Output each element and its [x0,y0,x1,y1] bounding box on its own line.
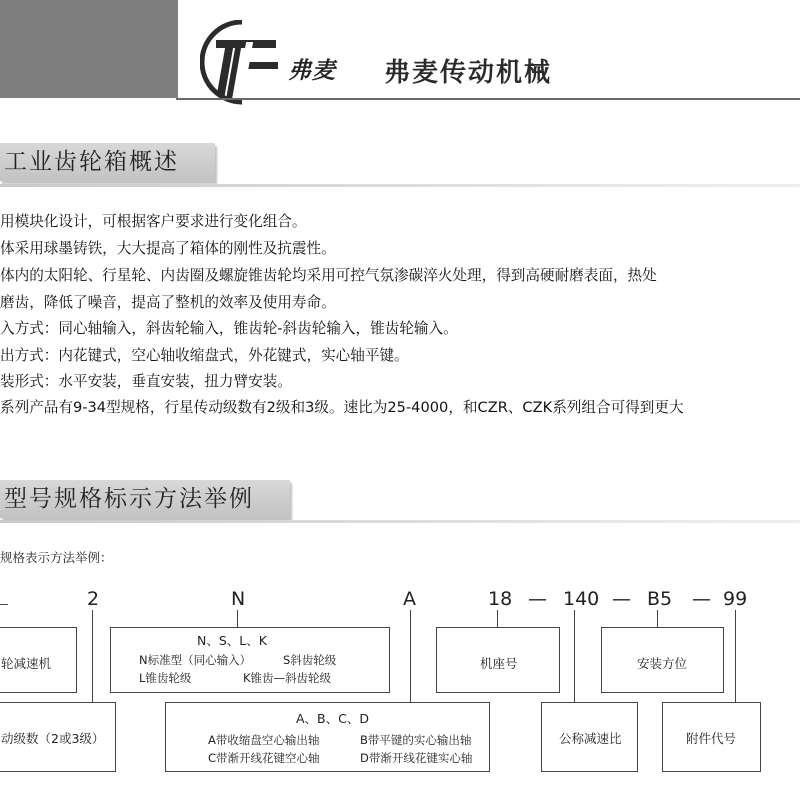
box-stages [0,702,116,772]
code-input: N [231,588,246,610]
overview-line: 入方式：同心轴输入，斜齿轮输入，锥齿轮-斜齿轮输入，锥齿轮输入。 [0,320,458,337]
input-type-l: L锥齿轮级 [139,671,192,685]
overview-line: 体采用球墨铸铁，大大提高了箱体的刚性及抗震性。 [0,240,336,257]
connector-line [497,610,498,628]
header-gray-panel [0,0,178,98]
box-mount-label: 安装方位 [637,656,688,671]
overview-line: 装形式：水平安装，垂直安装，扭力臂安装。 [0,373,292,390]
section-title-model-spec: 型号规格标示方法举例 [0,480,290,518]
input-type-s: S斜齿轮级 [283,653,337,667]
box-frame [436,627,560,693]
code-accessory: 99 [723,588,748,610]
code-frame: 18 [488,588,513,610]
header-rule [176,98,800,100]
connector-line [237,610,238,628]
box-ratio-label: 公称减速比 [559,731,622,746]
output-type-title: A、B、C、D [296,711,369,726]
overview-line: 出方式：内花键式，空心轴收缩盘式，外花键式，实心轴平键。 [0,347,409,364]
code-mount: B5 [647,588,673,610]
input-type-n: N标准型（同心输入） [139,653,252,667]
connector-line [574,610,575,702]
overview-line: 用模块化设计，可根据客户要求进行变化组合。 [0,213,307,230]
output-type-a: A带收缩盘空心输出轴 [208,733,320,747]
brand-full-name: 弗麦传动机械 [384,58,553,88]
input-type-title: N、S、L、K [197,633,267,648]
box-accessory-label: 附件代号 [686,731,737,746]
connector-line [657,610,658,628]
box-output-type [165,702,490,772]
box-input-type [110,627,390,693]
code-level: 2 [87,588,100,610]
box-ratio [541,702,638,772]
overview-line: 体内的太阳轮、行星轮、内齿圈及螺旋锥齿轮均采用可控气氛渗碳淬火处理，得到高硬耐磨表面，热处 [0,267,657,284]
output-type-d: D带渐开线花键实心轴 [360,751,473,765]
section-divider [0,520,800,523]
code-ratio: 140 [563,588,600,610]
overview-line: 磨齿，降低了噪音，提高了整机的效率及使用寿命。 [0,294,336,311]
box-accessory [662,702,761,772]
code-separator: — [692,588,711,610]
box-mount [601,627,724,693]
section-divider [0,184,800,187]
output-type-b: B带平键的实心输出轴 [360,733,472,747]
connector-line [92,610,93,708]
box-reducer [0,627,77,693]
box-stages-label: 动级数（2或3级） [1,731,105,746]
connector-line [410,610,411,702]
brand-logo-icon [200,20,284,106]
spec-caption: 规格表示方法举例： [0,550,113,565]
connector-line [735,610,736,702]
brand-short-name: 弗麦 [288,58,336,84]
box-reducer-label: 轮减速机 [1,656,52,671]
output-type-c: C带渐开线花键空心轴 [208,751,320,765]
code-output: A [403,588,416,610]
input-type-k: K锥齿—斜齿轮级 [243,671,332,685]
code-dash [0,604,8,605]
code-separator: — [612,588,631,610]
overview-line: 系列产品有9-34型规格，行星传动级数有2级和3级。速比为25-4000，和CZR、CZK系列组合可得到更大 [0,399,684,416]
code-separator: — [528,588,547,610]
box-frame-label: 机座号 [480,656,518,671]
section-title-overview: 工业齿轮箱概述 [0,143,215,181]
